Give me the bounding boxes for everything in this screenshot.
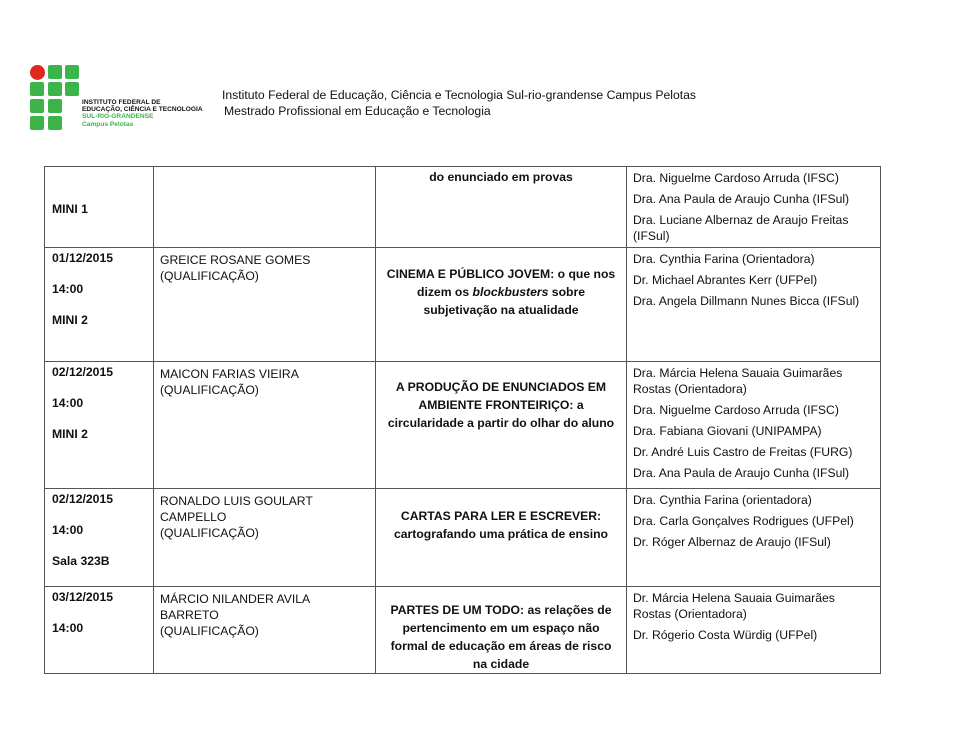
- thesis-title: PARTES DE UM TODO: as relações de pertencimento em um espaço não formal de educação em áreas de risco na cidade: [390, 603, 612, 671]
- thesis-title: CARTAS PARA LER E ESCREVER: cartografando uma prática de ensino: [393, 509, 608, 541]
- logo-square: [65, 82, 79, 96]
- date-cell: [45, 167, 154, 248]
- committee-member: Dra. Ana Paula de Araujo Cunha (IFSul): [633, 192, 850, 206]
- title-cell: [376, 489, 627, 587]
- title-text: do enunciado em provas: [429, 170, 573, 184]
- title-text-rest: sobre subjetivação na atualidade: [423, 285, 585, 317]
- committee-member: Dra. Fabiana Giovani (UNIPAMPA): [633, 424, 822, 438]
- defense-type: (QUALIFICAÇÃO): [160, 526, 259, 540]
- committee-cell: [627, 167, 881, 248]
- title-text: CINEMA E PÚBLICO JOVEM: o que nos dizem os: [386, 267, 616, 299]
- committee-member: Dr. Michael Abrantes Kerr (UFPel): [633, 273, 818, 287]
- student-cell: [154, 167, 376, 248]
- student-cell: [154, 248, 376, 362]
- student-name-text: GREICE ROSANE GOMES: [160, 253, 311, 267]
- defense-type: (QUALIFICAÇÃO): [160, 383, 259, 397]
- committee-cell: [627, 587, 881, 674]
- institution-name: Instituto Federal de Educação, Ciência e Tecnologia Sul-rio-grandense Campus Pelotas: [222, 88, 697, 102]
- committee-member: Dra. Ana Paula de Araujo Cunha (IFSul): [633, 466, 850, 480]
- committee-member: Dra. Niguelme Cardoso Arruda (IFSC): [633, 403, 839, 417]
- committee-member: Dr. André Luis Castro de Freitas (FURG): [633, 445, 853, 459]
- student-name: [154, 587, 375, 643]
- time: 14:00: [52, 621, 84, 635]
- committee-member: Dr. Róger Albernaz de Araujo (IFSul): [633, 535, 831, 549]
- student-name-text: MAICON FARIAS VIEIRA: [160, 367, 299, 381]
- committee-member: Dr. Márcia Helena Sauaia Guimarães Rostas (Orientadora): [633, 591, 835, 621]
- table-row: [45, 167, 881, 248]
- logo-text: [82, 99, 203, 128]
- time: 14:00: [52, 396, 84, 410]
- logo-square: [48, 116, 62, 130]
- committee-member: Dra. Luciane Albernaz de Araujo Freitas (IFSul): [633, 213, 849, 243]
- date-cell: [45, 489, 154, 587]
- logo-square: [30, 116, 44, 130]
- table-row: [45, 587, 881, 674]
- room: MINI 1: [52, 202, 88, 216]
- title-cell: [376, 362, 627, 489]
- committee-member: Dra. Cynthia Farina (orientadora): [633, 493, 812, 507]
- program-name: Mestrado Profissional em Educação e Tecnologia: [224, 104, 491, 118]
- institution-header: [222, 87, 696, 119]
- table-row: [45, 362, 881, 489]
- table-row: [45, 489, 881, 587]
- logo-square: [30, 99, 44, 113]
- date-cell: [45, 362, 154, 489]
- committee-member: Dra. Márcia Helena Sauaia Guimarães Rostas (Orientadora): [633, 366, 843, 396]
- committee-member: Dra. Carla Gonçalves Rodrigues (UFPel): [633, 514, 854, 528]
- student-cell: [154, 489, 376, 587]
- defense-type: (QUALIFICAÇÃO): [160, 269, 259, 283]
- thesis-title: [376, 265, 626, 319]
- date: 02/12/2015: [52, 365, 113, 379]
- room: MINI 2: [52, 427, 88, 441]
- committee-cell: [627, 248, 881, 362]
- student-name: [154, 248, 375, 288]
- student-name: [154, 362, 375, 402]
- logo-square: [48, 99, 62, 113]
- time: 14:00: [52, 282, 84, 296]
- title-italic: blockbusters: [472, 285, 549, 299]
- date: 02/12/2015: [52, 492, 113, 506]
- title-cell: [376, 167, 627, 248]
- student-name-text: RONALDO LUIS GOULART CAMPELLO: [160, 494, 313, 524]
- logo-line: SUL-RIO-GRANDENSE: [82, 113, 154, 121]
- title-cell: [376, 248, 627, 362]
- logo-line: Campus Pelotas: [82, 120, 134, 128]
- committee-member: Dr. Rógerio Costa Würdig (UFPel): [633, 628, 818, 642]
- date-cell: [45, 587, 154, 674]
- logo-square: [48, 82, 62, 96]
- student-cell: [154, 362, 376, 489]
- table-row: [45, 248, 881, 362]
- committee-member: Dra. Cynthia Farina (Orientadora): [633, 252, 815, 266]
- committee-member: Dra. Niguelme Cardoso Arruda (IFSC): [633, 171, 839, 185]
- thesis-title: A PRODUÇÃO DE ENUNCIADOS EM AMBIENTE FRONTEIRIÇO: a circularidade a partir do olhar do aluno: [387, 380, 615, 430]
- date-cell: [45, 248, 154, 362]
- defense-type: (QUALIFICAÇÃO): [160, 624, 259, 638]
- logo-line: INSTITUTO FEDERAL DE: [82, 99, 161, 106]
- logo-red-dot: [30, 65, 45, 80]
- committee-cell: [627, 489, 881, 587]
- room: MINI 2: [52, 313, 88, 327]
- student-cell: [154, 587, 376, 674]
- title-cell: [376, 587, 627, 674]
- logo-square: [65, 65, 79, 79]
- student-name-text: MÁRCIO NILANDER AVILA BARRETO: [160, 592, 310, 622]
- logo-square: [30, 82, 44, 96]
- committee-member: Dra. Angela Dillmann Nunes Bicca (IFSul): [633, 294, 860, 308]
- committee-cell: [627, 362, 881, 489]
- thesis-title: [376, 168, 626, 186]
- time: 14:00: [52, 523, 84, 537]
- student-name: [154, 489, 375, 545]
- date: 03/12/2015: [52, 590, 113, 604]
- logo-line: EDUCAÇÃO, CIÊNCIA E TECNOLOGIA: [82, 106, 203, 114]
- institution-logo: [30, 65, 220, 137]
- date: 01/12/2015: [52, 251, 113, 265]
- room: Sala 323B: [52, 554, 110, 568]
- schedule-table: [44, 166, 881, 674]
- logo-square: [48, 65, 62, 79]
